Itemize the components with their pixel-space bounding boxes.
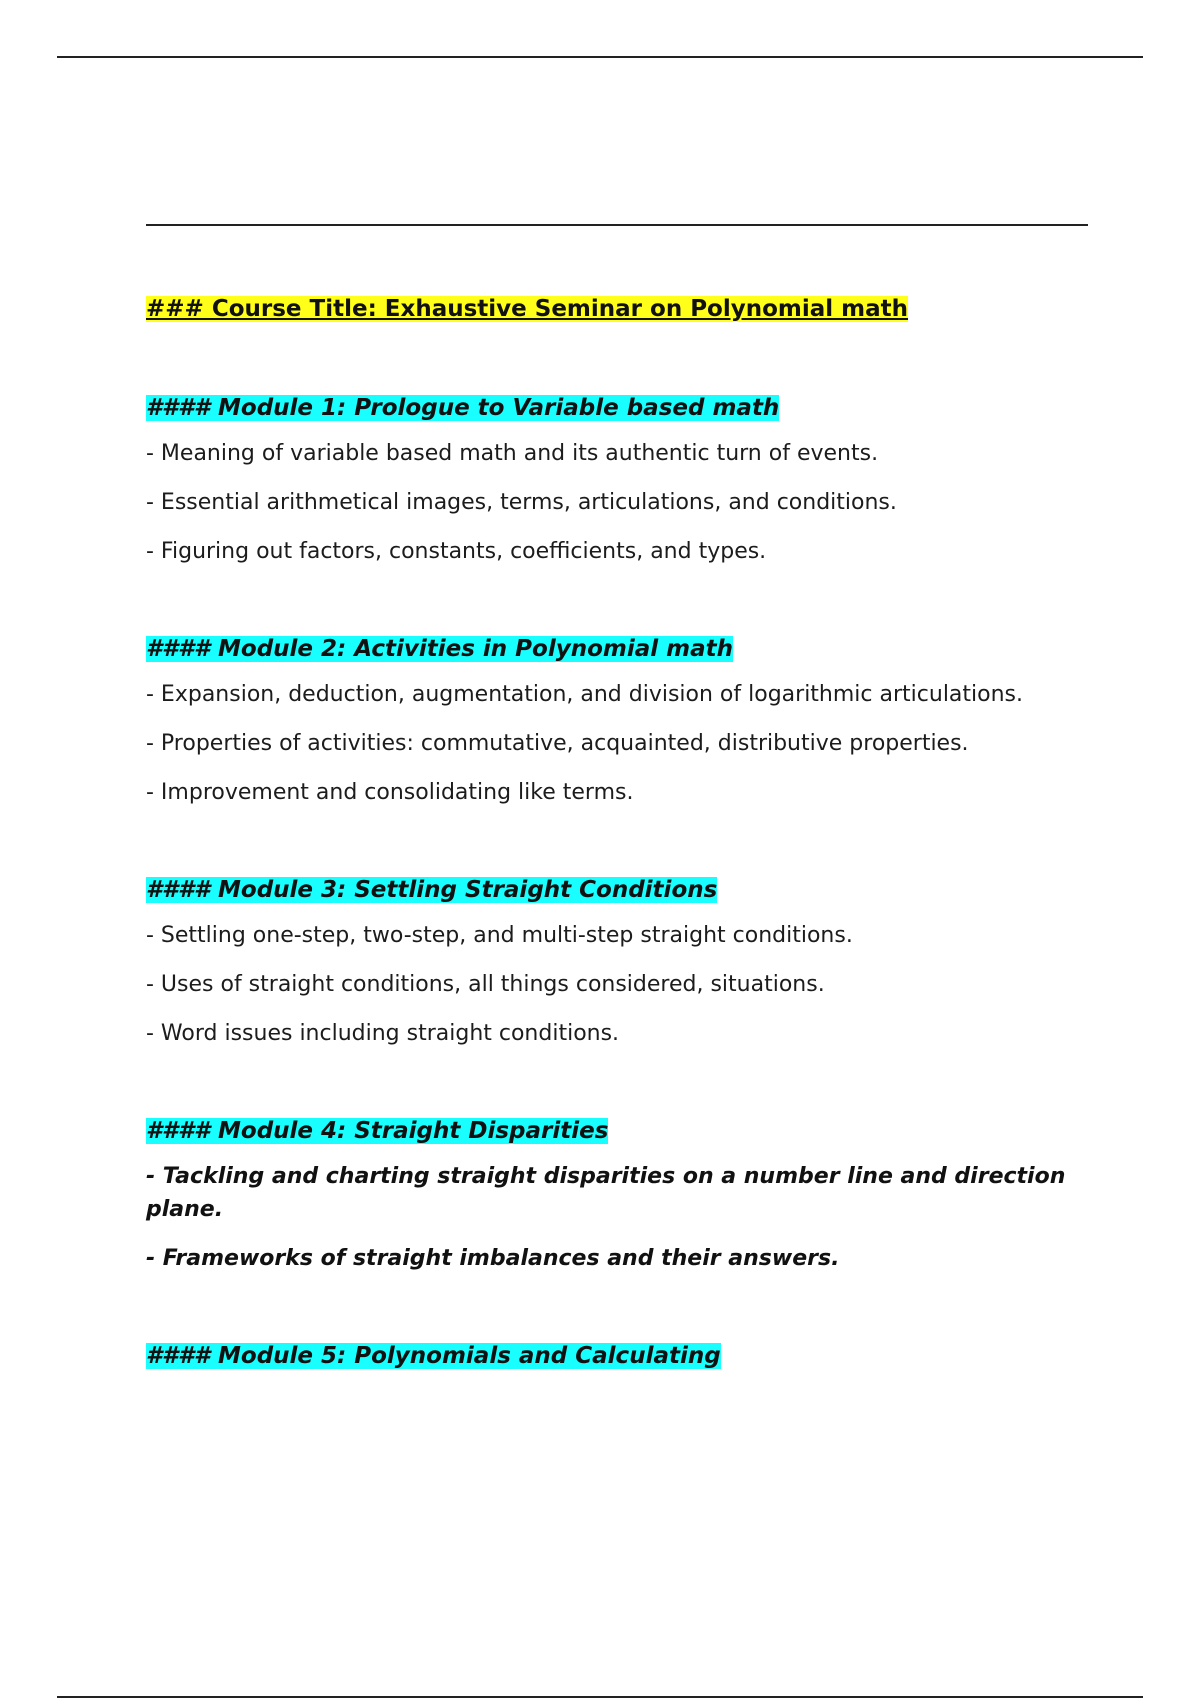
list-item: - Improvement and consolidating like terms. xyxy=(146,780,634,805)
course-title: ### Course Title: Exhaustive Seminar on Polynomial math xyxy=(146,296,909,322)
list-item: - Figuring out factors, constants, coefficients, and types. xyxy=(146,539,767,564)
module-3 xyxy=(146,873,1076,1050)
module-heading-block xyxy=(146,1339,1076,1373)
list-item: - Essential arithmetical images, terms, articulations, and conditions. xyxy=(146,490,897,515)
list-item: - Word issues including straight conditions. xyxy=(146,1021,620,1046)
module-5 xyxy=(146,1339,1076,1373)
course-title-block xyxy=(146,292,1076,326)
module-3-heading: #### Module 3: Settling Straight Conditions xyxy=(146,877,718,903)
list-item: - Tackling and charting straight disparities on a number line and direction plane. xyxy=(146,1164,1066,1222)
list-item: - Settling one-step, two-step, and multi-step straight conditions. xyxy=(146,923,853,948)
page-bottom-rule xyxy=(57,1696,1143,1698)
module-heading-block xyxy=(146,873,1076,907)
module-heading-block xyxy=(146,632,1076,666)
module-4-heading: #### Module 4: Straight Disparities xyxy=(146,1118,609,1144)
header-divider xyxy=(146,224,1088,226)
list-item: - Frameworks of straight imbalances and their answers. xyxy=(146,1246,840,1271)
module-2 xyxy=(146,632,1076,809)
module-2-heading: #### Module 2: Activities in Polynomial math xyxy=(146,636,733,662)
module-1 xyxy=(146,391,1076,568)
module-4 xyxy=(146,1114,1076,1275)
module-heading-block xyxy=(146,1114,1076,1148)
list-item: - Properties of activities: commutative, acquainted, distributive properties. xyxy=(146,731,969,756)
page-top-rule xyxy=(57,56,1143,58)
list-item: - Meaning of variable based math and its authentic turn of events. xyxy=(146,441,879,466)
module-5-heading: #### Module 5: Polynomials and Calculating xyxy=(146,1343,721,1369)
module-1-heading: #### Module 1: Prologue to Variable based math xyxy=(146,395,780,421)
list-item: - Uses of straight conditions, all things considered, situations. xyxy=(146,972,825,997)
document-body xyxy=(146,292,1076,1437)
list-item: - Expansion, deduction, augmentation, and division of logarithmic articulations. xyxy=(146,682,1024,707)
module-heading-block xyxy=(146,391,1076,425)
